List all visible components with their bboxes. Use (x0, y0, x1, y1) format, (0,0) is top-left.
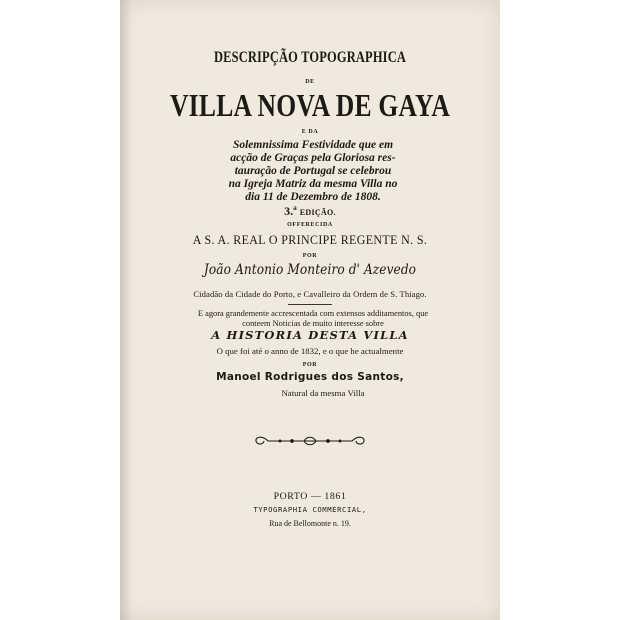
edition-number: 3.ª (284, 204, 297, 218)
connector-de: DE (305, 79, 315, 85)
dedication: A S. A. REAL O PRINCIPE REGENTE N. S. (192, 232, 428, 247)
divider-rule (288, 304, 332, 305)
printer-address: Rua de Bellomonte n. 19. (269, 519, 351, 528)
festival-line: Solemnissima Festividade que em (232, 139, 394, 151)
history-period: O que foi até o anno de 1832, e o que he actualmente (216, 346, 404, 356)
festival-line: dia 11 de Dezembro de 1808. (245, 191, 381, 203)
main-title: VILLA NOVA DE GAYA (169, 87, 451, 123)
connector-por-editor: POR (302, 362, 318, 368)
editor-name: Manoel Rodrigues dos Santos, (216, 371, 404, 383)
addition-line: E agora grandemente accrescentada com extensos additamentos, que (197, 309, 429, 318)
festival-line: na Igreja Matriz da mesma Villa no (228, 178, 398, 190)
festival-line: acção de Graças pela Gloriosa res- (230, 152, 396, 164)
edition (120, 205, 500, 217)
festival-line: tauração de Portugal se celebrou (234, 165, 392, 177)
connector-por: POR (302, 253, 318, 259)
addition-note (180, 309, 446, 329)
place-date: PORTO — 1861 (273, 491, 347, 502)
offered-label: OFFERECIDA (287, 222, 333, 228)
edition-word: EDIÇÃO. (299, 208, 336, 217)
scroll-ornament-icon (252, 433, 368, 449)
editor-description: Natural da mesma Villa (281, 388, 365, 398)
title-line-1: DESCRIPÇÃO TOPOGRAPHICA (213, 49, 407, 66)
author-name: João Antonio Monteiro d' Azevedo (203, 262, 417, 278)
connector-e-da: E DA (301, 129, 319, 135)
title-page (120, 0, 500, 620)
printer: TYPOGRAPHIA COMMERCIAL, (253, 505, 367, 514)
festival-description (178, 139, 448, 204)
history-title: A HISTORIA DESTA VILLA (211, 328, 409, 342)
author-description: Cidadão da Cidade do Porto, e Cavalleiro da Ordem de S. Thiago. (193, 289, 427, 299)
addition-line: conteem Noticias de muito interesse sobre (242, 319, 384, 328)
